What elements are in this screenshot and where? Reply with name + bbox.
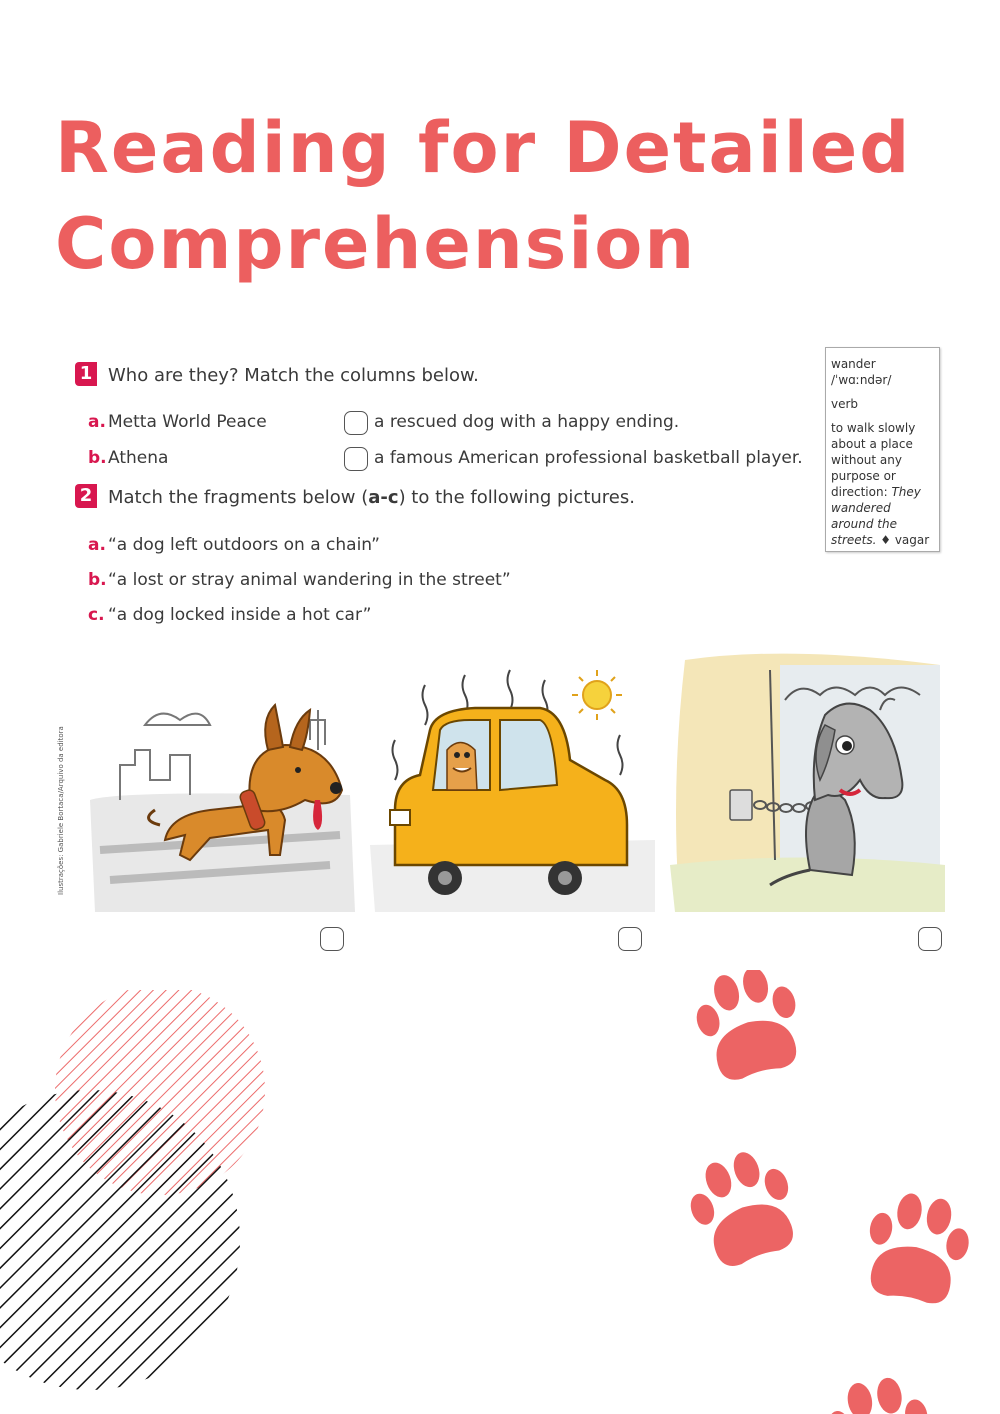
picture-3-answer-box[interactable] [918,927,942,951]
ex1-item-a: Metta World Peace [108,412,267,432]
illustration-credit: Ilustrações: Gabriele Bortaca/Arquivo da editora [57,726,65,895]
glossary-pos: verb [831,397,859,411]
ex2-fragment-b: “a lost or stray animal wandering in the street” [108,570,511,590]
ex2-fragment-a: “a dog left outdoors on a chain” [108,535,380,555]
ex1-item-b: Athena [108,448,169,468]
ex1-option-1: a rescued dog with a happy ending. [374,412,680,432]
ex1-answer-box-1[interactable] [344,411,368,435]
exercise-1-number: 1 [75,362,97,386]
ex1-letter-b: b. [88,448,107,468]
dog-car-illustration [365,650,660,920]
paw-print-icon [859,1187,976,1308]
title-line-1: Reading for Detailed [55,107,912,189]
ex1-letter-a: a. [88,412,106,432]
ex2-fragment-c: “a dog locked inside a hot car” [108,605,372,625]
dog-chain-illustration [670,650,945,920]
exercise-2-instruction: Match the fragments below (a-c) to the following pictures. [108,487,635,508]
ex2-letter-a: a. [88,535,106,555]
page-title [55,100,911,292]
ex2-letter-b: b. [88,570,107,590]
ex2-letter-c: c. [88,605,105,625]
glossary-definition: to walk slowly about a place without any purpose or direction: They wandered around the streets. ♦ vagar [831,421,930,547]
glossary-word: wander [831,357,876,371]
picture-1-answer-box[interactable] [320,927,344,951]
decorative-striped-circles [0,990,270,1414]
picture-2-answer-box[interactable] [618,927,642,951]
ex1-answer-box-2[interactable] [344,447,368,471]
decorative-paw-prints [690,970,1000,1414]
paw-print-icon [690,970,811,1086]
dog-street-illustration [80,650,360,920]
ex1-option-2: a famous American professional basketball player. [374,448,803,468]
glossary-box [825,347,940,552]
exercise-2-number: 2 [75,484,97,508]
paw-print-icon [690,1141,808,1274]
glossary-pronunciation: /ˈwɑːndər/ [831,373,892,387]
exercise-1-instruction: Who are they? Match the columns below. [108,365,479,386]
title-line-2: Comprehension [55,203,697,285]
paw-print-icon [821,1372,930,1414]
